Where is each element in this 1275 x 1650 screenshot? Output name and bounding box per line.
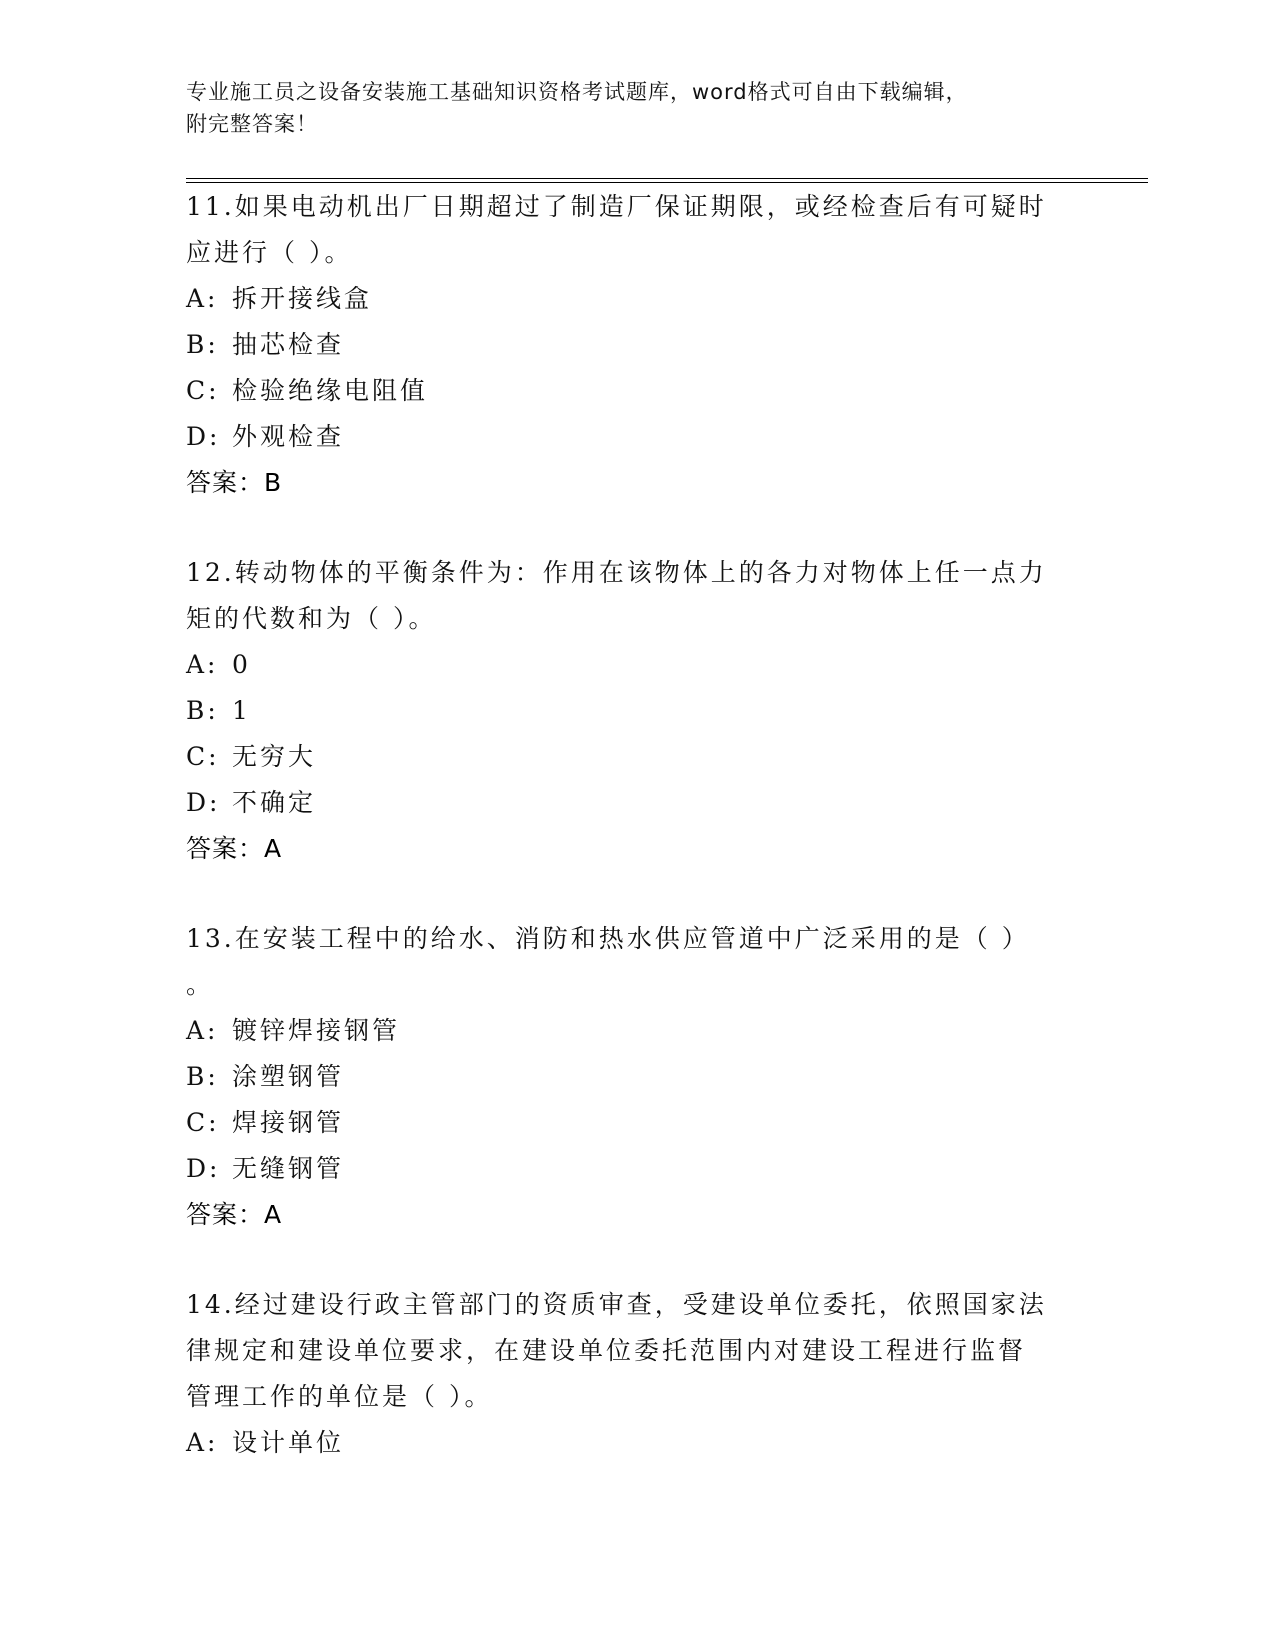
question-stem-line: 13.在安装工程中的给水、消防和热水供应管道中广泛采用的是（ ） xyxy=(186,924,1030,953)
option-b xyxy=(186,688,1086,734)
option-b xyxy=(186,322,1086,368)
intro-line-2: 附完整答案！ xyxy=(186,112,318,136)
option-letter: A: xyxy=(186,284,219,313)
question-stem xyxy=(186,550,1076,642)
option-d xyxy=(186,780,1086,826)
question-12 xyxy=(186,550,1086,872)
option-text: 无缝钢管 xyxy=(232,1154,345,1183)
option-d xyxy=(186,414,1086,460)
question-14 xyxy=(186,1282,1086,1466)
option-letter: D: xyxy=(186,422,221,451)
option-letter: A: xyxy=(186,1428,219,1457)
option-a xyxy=(186,1420,1086,1466)
option-letter: B: xyxy=(186,696,219,725)
option-text: 镀锌焊接钢管 xyxy=(232,1016,401,1045)
option-text: 抽芯检查 xyxy=(232,330,345,359)
question-stem-line: 矩的代数和为（ ）。 xyxy=(186,604,437,633)
header-divider-top xyxy=(186,178,1148,179)
document-intro xyxy=(186,76,1086,140)
option-c xyxy=(186,1100,1086,1146)
intro-line-1: 专业施工员之设备安装施工基础知识资格考试题库，word格式可自由下载编辑， xyxy=(186,80,968,104)
option-text: 检验绝缘电阻值 xyxy=(232,376,429,405)
question-stem-line: 。 xyxy=(186,970,215,999)
answer-label: 答案：A xyxy=(186,1200,283,1229)
option-a xyxy=(186,1008,1086,1054)
question-stem-line: 律规定和建设单位要求，在建设单位委托范围内对建设工程进行监督 xyxy=(186,1336,1027,1365)
option-text: 0 xyxy=(232,650,251,679)
question-stem-line: 11.如果电动机出厂日期超过了制造厂保证期限，或经检查后有可疑时 xyxy=(186,192,1047,221)
question-stem-line: 12.转动物体的平衡条件为：作用在该物体上的各力对物体上任一点力 xyxy=(186,558,1047,587)
option-letter: C: xyxy=(186,1108,220,1137)
question-stem-line: 应进行（ ）。 xyxy=(186,238,353,267)
option-text: 拆开接线盒 xyxy=(232,284,373,313)
option-text: 1 xyxy=(232,696,251,725)
option-letter: B: xyxy=(186,330,219,359)
option-text: 设计单位 xyxy=(232,1428,345,1457)
option-letter: A: xyxy=(186,650,219,679)
option-text: 外观检查 xyxy=(232,422,345,451)
option-letter: D: xyxy=(186,1154,221,1183)
option-text: 焊接钢管 xyxy=(232,1108,345,1137)
answer-label: 答案：B xyxy=(186,468,283,497)
question-13 xyxy=(186,916,1086,1238)
option-letter: A: xyxy=(186,1016,219,1045)
question-stem-line: 管理工作的单位是（ ）。 xyxy=(186,1382,493,1411)
question-stem xyxy=(186,1282,1076,1420)
question-stem xyxy=(186,184,1076,276)
question-stem xyxy=(186,916,1076,1008)
option-b xyxy=(186,1054,1086,1100)
question-stem-line: 14.经过建设行政主管部门的资质审查，受建设单位委托，依照国家法 xyxy=(186,1290,1047,1319)
option-text: 涂塑钢管 xyxy=(232,1062,345,1091)
answer-label: 答案：A xyxy=(186,834,283,863)
option-letter: D: xyxy=(186,788,221,817)
option-text: 不确定 xyxy=(232,788,317,817)
option-c xyxy=(186,368,1086,414)
option-a xyxy=(186,276,1086,322)
option-a xyxy=(186,642,1086,688)
option-letter: C: xyxy=(186,742,220,771)
option-letter: C: xyxy=(186,376,220,405)
header-divider-bottom xyxy=(186,182,1148,183)
option-letter: B: xyxy=(186,1062,219,1091)
option-d xyxy=(186,1146,1086,1192)
option-text: 无穷大 xyxy=(232,742,317,771)
option-c xyxy=(186,734,1086,780)
question-11 xyxy=(186,184,1086,506)
